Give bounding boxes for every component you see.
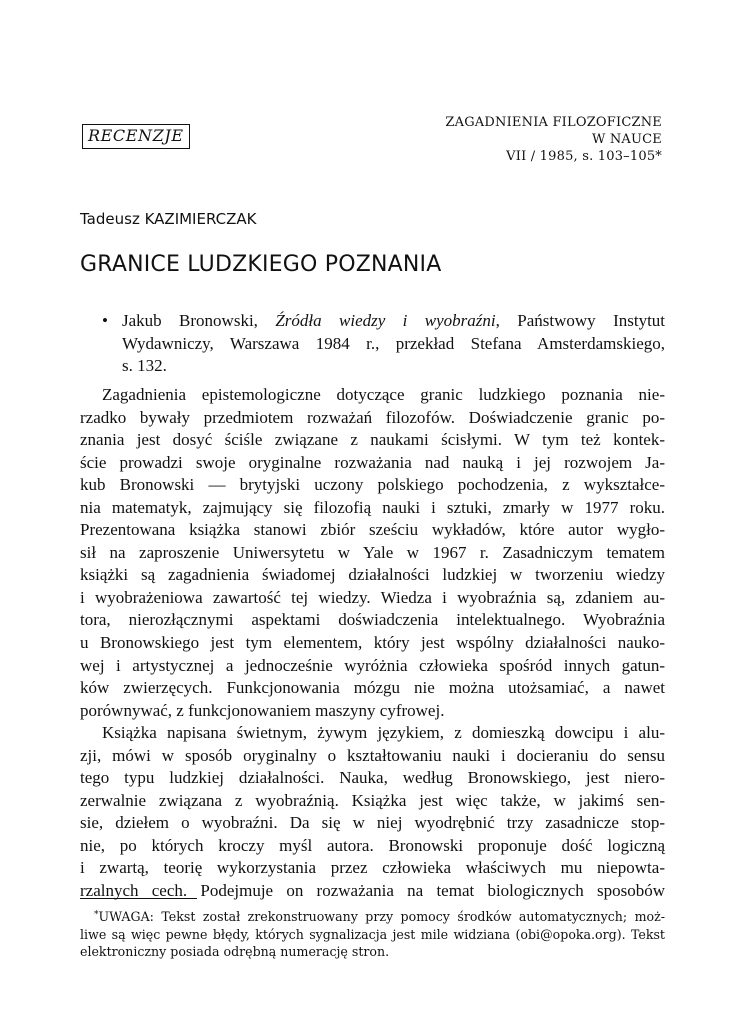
text-line: tego typu ludzkiej działalności. Nauka, według Bronowskiego, jest niero- xyxy=(80,768,665,788)
text-line: ków zwierzęcych. Funkcjonowania mózgu nie można utożsamiać, a nawet xyxy=(80,678,665,698)
article-author: Tadeusz KAZIMIERCZAK xyxy=(80,210,257,228)
bibliography-line xyxy=(102,310,665,333)
text-line: sie, dziełem o wyobraźni. Da się w niej wyodrębnić trzy zasadnicze stop- xyxy=(80,813,665,833)
text-line: tora, nierozłącznymi aspektami doświadczenia intelektualnego. Wyobraźnia xyxy=(80,610,665,630)
section-header xyxy=(82,124,190,149)
article-body xyxy=(80,384,665,903)
article-title: GRANICE LUDZKIEGO POZNANIA xyxy=(80,252,442,277)
text-line: nia matematyk, zajmujący się filozofią nauki i sztuki, zmarły w 1977 roku. xyxy=(80,497,665,517)
text-line: książki są zagadnienia świadomej działalności ludzkiej w tworzeniu wiedzy xyxy=(80,565,665,585)
text-line: wej i artystycznej a jednocześnie wyróżnia człowieka spośród innych gatun- xyxy=(80,655,665,675)
paragraph xyxy=(80,384,665,722)
text-line: u Bronowskiego jest tym elementem, który jest wspólny działalności nauko- xyxy=(80,633,665,653)
bibliography-line: Wydawniczy, Warszawa 1984 r., przekład Stefana Amsterdamskiego, xyxy=(122,333,665,353)
text-line: Zagadnienia epistemologiczne dotyczące granic ludzkiego poznania nie- xyxy=(102,385,665,404)
bullet-icon: • xyxy=(102,311,108,330)
text-line: sił na zaproszenie Uniwersytetu w Yale w 1967 r. Zasadniczym tematem xyxy=(80,542,665,562)
text-line: ście prowadzi swoje oryginalne rozważania nad nauką i jej rozwojem Ja- xyxy=(80,452,665,472)
footnote-line xyxy=(80,908,665,926)
text-line: zerwalnie związana z wyobraźnią. Książka jest więc także, w jakimś sen- xyxy=(80,790,665,810)
journal-info xyxy=(445,114,662,165)
text-line: zji, mówi w sposób oryginalny o kształtowaniu nauki i docieraniu do sensu xyxy=(80,745,665,765)
footnote-line: elektroniczny posiada odrębną numerację stron. xyxy=(80,944,390,959)
bibliography-book-title: Źródła wiedzy i wyobraźni xyxy=(275,311,496,330)
bibliography-entry xyxy=(102,310,665,378)
text-line: rzadko bywały przedmiotem rozważań filozofów. Doświadczenie granic po- xyxy=(80,407,665,427)
text-line: i zwartą, teorię wykorzystania przez człowieka właściwych mu niepowta- xyxy=(80,858,665,878)
journal-issue: VII / 1985, s. 103–105* xyxy=(506,149,662,164)
footnote-divider xyxy=(80,898,197,899)
footnote-line: liwe są więc pewne błędy, których sygnalizacja jest mile widziana (obi@opoka.org). Tekst xyxy=(80,926,665,942)
text-line: rzalnych cech. Podejmuje on rozważania na temat biologicznych sposobów xyxy=(80,881,665,901)
footnote xyxy=(80,908,665,961)
journal-name: ZAGADNIENIA FILOZOFICZNE xyxy=(445,115,662,130)
text-line: kub Bronowski — brytyjski uczony polskiego pochodzenia, z wykształce- xyxy=(80,475,665,495)
footnote-text: UWAGA: Tekst został zrekonstruowany przy pomocy środków automatycznych; moż- xyxy=(98,909,665,924)
paragraph xyxy=(80,722,665,902)
journal-subtitle: W NAUCE xyxy=(591,132,662,147)
text-line: porównywać, z funkcjonowaniem maszyny cyfrowej. xyxy=(80,700,445,720)
text-line: i wyobrażeniowa zawartość tej wiedzy. Wiedza i wyobraźnia są, zdaniem au- xyxy=(80,587,665,607)
section-label: RECENZJE xyxy=(82,124,190,149)
text-line: nie, po których kroczy myśl autora. Bronowski proponuje dość logiczną xyxy=(80,835,665,855)
bibliography-line: s. 132. xyxy=(122,356,167,375)
text-line: Prezentowana książka stanowi zbiór sześciu wykładów, które autor wygło- xyxy=(80,520,665,540)
footnote-marker: * xyxy=(94,910,99,920)
bibliography-author: Jakub Bronowski, xyxy=(122,311,276,330)
bibliography-publisher: , Państwowy Instytut xyxy=(495,311,666,330)
text-line: znania jest dosyć ściśle związane z naukami ścisłymi. W tym też kontek- xyxy=(80,430,665,450)
text-line: Książka napisana świetnym, żywym językiem, z domieszką dowcipu i alu- xyxy=(102,723,665,743)
